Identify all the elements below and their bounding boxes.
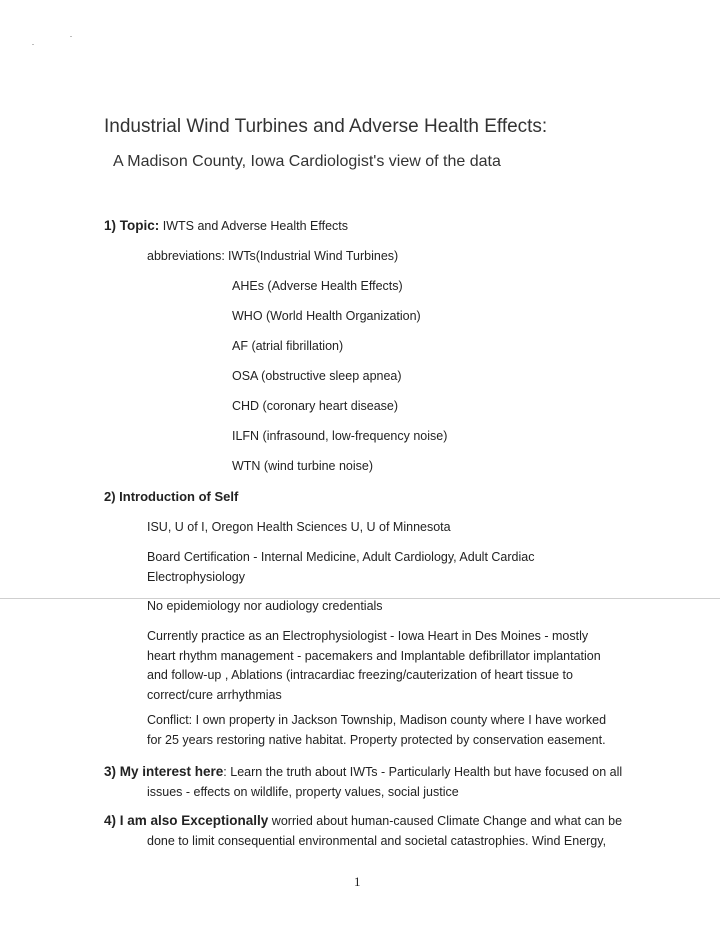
abbreviation-item: WTN (wind turbine noise) [232,459,374,473]
scan-speck [70,36,72,37]
section-4-text: worried about human-caused Climate Change and what can be done to limit consequential environmental and societal catastrophies. Wind Energy, [147,814,623,848]
abbreviation-item: AHEs (Adverse Health Effects) [232,279,403,293]
conflict-paragraph: Conflict: I own property in Jackson Township, Madison county where I have worked for 25 years restoring native habitat. Property protected by conservation easement. [147,713,607,747]
scan-speck [32,44,34,45]
section-3-heading: 3) My interest here [104,764,224,779]
practice-paragraph: Currently practice as an Electrophysiologist - Iowa Heart in Des Moines - mostly heart rhythm management - pacemakers and Implantable defibrillator implantation and follow-up , Ablations (intracardiac freezing/cauterization of heart tissue to correct/cure arrhythmias [147,629,601,702]
section-1-topic [104,216,348,237]
section-1-heading: 1) Topic: [104,218,160,233]
abbreviation-item: WHO (World Health Organization) [232,309,421,323]
document-title: Industrial Wind Turbines and Adverse Health Effects: [104,116,548,137]
section-2-heading: 2) Introduction of Self [104,489,239,504]
section-3-text: : Learn the truth about IWTs - Particularly Health but have focused on all issues - effects on wildlife, property values, social justice [147,765,623,799]
page-number: 1 [354,874,361,889]
section-4-paragraph [104,811,647,851]
abbreviation-item: CHD (coronary heart disease) [232,399,399,413]
education-line: ISU, U of I, Oregon Health Sciences U, U of Minnesota [147,520,451,534]
abbreviation-item: AF (atrial fibrillation) [232,339,344,353]
abbreviation-item: IWTs(Industrial Wind Turbines) [228,249,399,263]
certification-paragraph: Board Certification - Internal Medicine, Adult Cardiology, Adult Cardiac Electrophysiology [147,550,535,584]
abbreviation-item: OSA (obstructive sleep apnea) [232,369,402,383]
section-3-paragraph [104,762,647,802]
section-4-heading: 4) I am also Exceptionally [104,813,269,828]
credentials-line: No epidemiology nor audiology credentials [147,599,383,613]
abbreviation-item: ILFN (infrasound, low-frequency noise) [232,429,448,443]
section-1-text: IWTS and Adverse Health Effects [159,219,348,233]
abbreviations-label: abbreviations: [147,249,225,263]
document-subtitle: A Madison County, Iowa Cardiologist's view of the data [113,153,501,170]
